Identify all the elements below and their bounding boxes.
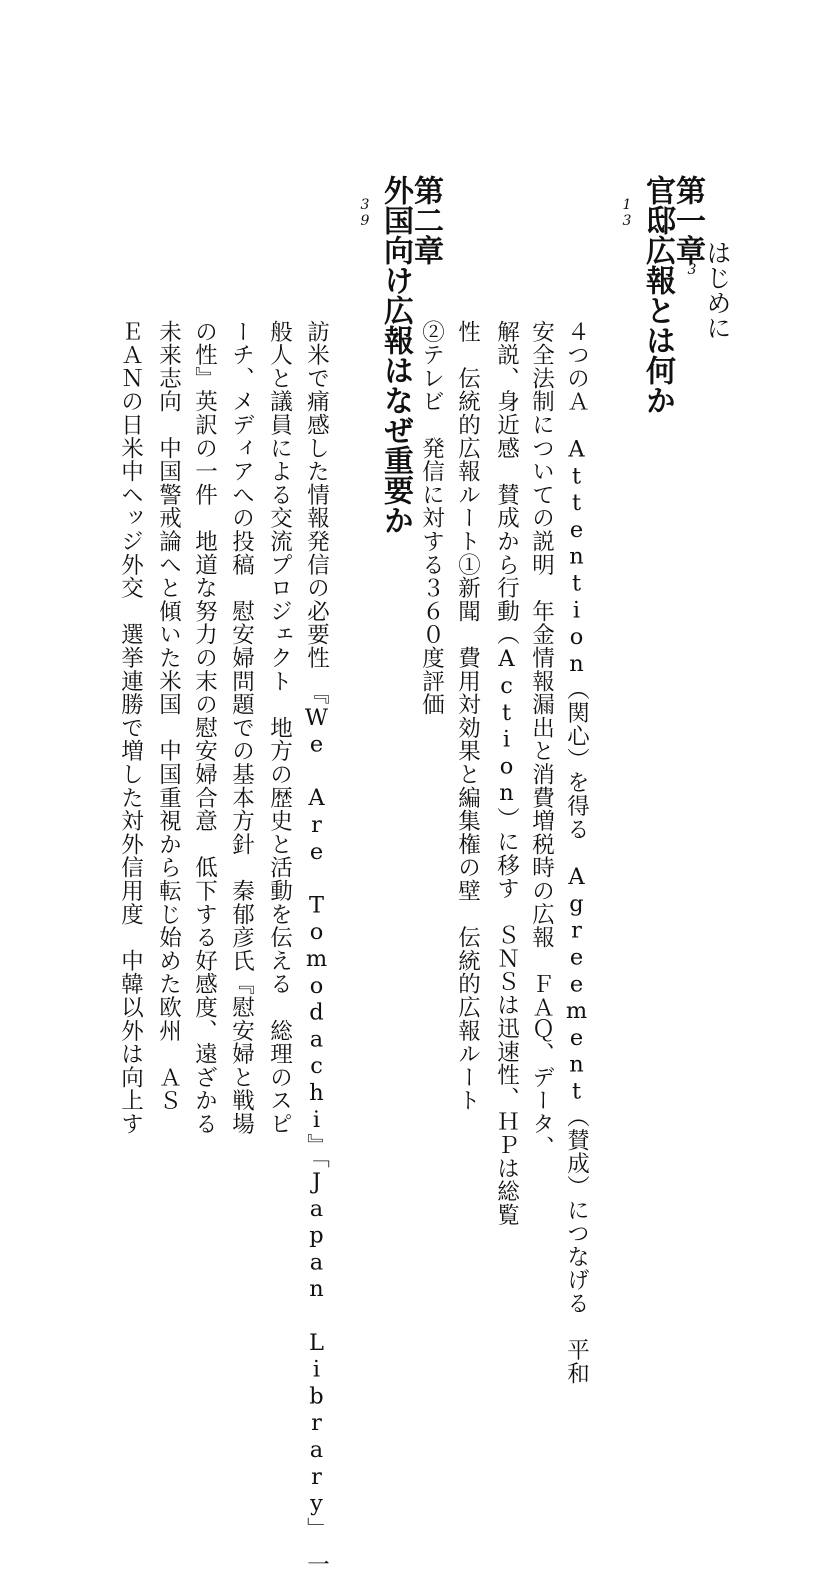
chapter-1-summary-line-4: 性 伝統的広報ルート①新聞 費用対効果と編集権の壁 伝統的広報ルート bbox=[454, 320, 481, 1113]
preface-title: はじめに bbox=[703, 240, 732, 340]
chapter-2-summary-line-2: 般人と議員による交流プロジェクト 地方の歴史と活動を伝える 総理のスピ bbox=[266, 320, 293, 1136]
chapter-2-title: 外国向け広報はなぜ重要か bbox=[378, 175, 413, 535]
chapter-2-summary-line-5: 未来志向 中国警戒論へと傾いた米国 中国重視から転じ始めた欧州 ＡＳ bbox=[155, 320, 182, 1113]
chapter-1-summary-line-2: 安全法制についての説明 年金情報漏出と消費増税時の広報 ＦＡＱ、データ、 bbox=[528, 320, 555, 1159]
chapter-2-summary-line-6: ＥＡＮの日米中ヘッジ外交 選挙連勝で増した対外信用度 中韓以外は向上す bbox=[117, 320, 144, 1136]
chapter-2-summary-line-4: の性』英訳の一件 地道な努力の末の慰安婦合意 低下する好感度、遠ざかる bbox=[191, 320, 218, 1136]
chapter-1-heading[interactable] bbox=[612, 175, 705, 415]
chapter-1-summary-line-3: 解説、身近感 賛成から行動（Action）に移す ＳＮＳは迅速性、ＨＰは総覧 bbox=[493, 320, 520, 1227]
chapter-1-summary-line-1: ４つのＡ Attention（関心）を得る Agreement（賛成）につなげる 平和 bbox=[563, 320, 590, 1385]
chapter-2-summary-line-1: 訪米で痛感した情報発信の必要性 『We Are Tomodachi』「Japan Library」 一 bbox=[303, 320, 330, 1576]
chapter-1-label: 第一章 bbox=[670, 175, 705, 265]
preface-page-number: 3 bbox=[684, 262, 700, 278]
chapter-1-page-number: 13 bbox=[619, 197, 635, 229]
chapter-2-summary-line-3: ーチ、メディアへの投稿 慰安婦問題での基本方針 秦郁彦氏『慰安婦と戦場 bbox=[228, 320, 255, 1136]
chapter-1-title: 官邸広報とは何か bbox=[640, 175, 675, 415]
chapter-2-page-number: 39 bbox=[357, 197, 373, 229]
chapter-1-summary-line-5: ②テレビ 発信に対する３６０度評価 bbox=[418, 320, 445, 717]
chapter-2-label: 第二章 bbox=[408, 175, 443, 265]
